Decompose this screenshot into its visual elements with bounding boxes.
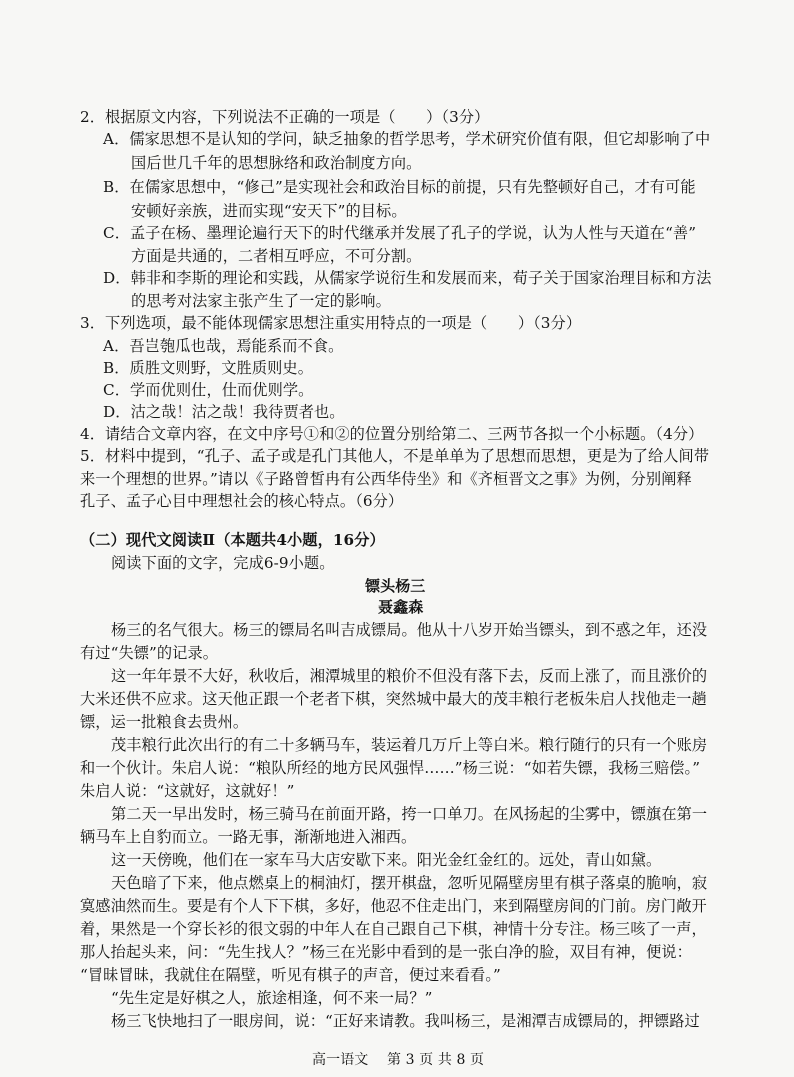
story-paragraph-6-line5: “冒昧冒昧，我就住在隔壁，听见有棋子的声音，便过来看看。” bbox=[80, 966, 501, 984]
story-paragraph-6-line1: 天色暗了下来，他点燃桌上的桐油灯，摆开棋盘，忽听见隔壁房里有棋子落桌的脆响，寂 bbox=[111, 874, 708, 892]
story-paragraph-7: “先生定是好棋之人，旅途相逢，何不来一局？” bbox=[111, 989, 433, 1007]
story-paragraph-2-line1: 这一年年景不大好，秋收后，湘潭城里的粮价不但没有落下去，反而上涨了，而且涨价的 bbox=[111, 667, 708, 685]
story-paragraph-2-line3: 镖，运一批粮食去贵州。 bbox=[80, 713, 249, 731]
story-author: 聂鑫森 bbox=[378, 598, 424, 616]
story-paragraph-6-line3: 着，果然是一个穿长衫的很文弱的中年人在自己跟自己下棋，神情十分专注。杨三咳了一声， bbox=[80, 920, 707, 938]
question-5-line3: 孔子、孟子心目中理想社会的核心特点。（6分） bbox=[80, 492, 404, 510]
story-paragraph-3-line3: 朱启人说：“这就好，这就好！” bbox=[80, 782, 295, 800]
story-paragraph-2-line2: 大米还供不应求。这天他正跟一个老者下棋，突然城中最大的茂丰粮行老板朱启人找他走一趟 bbox=[80, 690, 707, 708]
section-2-header: （二）现代文阅读Ⅱ（本题共4小题，16分） bbox=[80, 531, 385, 549]
story-paragraph-5: 这一天傍晚，他们在一家车马大店安歇下来。阳光金红金红的。远处，青山如黛。 bbox=[111, 851, 662, 869]
q2-option-d-line1: D．韩非和李斯的理论和实践，从儒家学说衍生和发展而来，荀子关于国家治理目标和方法 bbox=[103, 269, 712, 287]
question-4: 4．请结合文章内容，在文中序号①和②的位置分别给第二、三两节各拟一个小标题。（4分） bbox=[80, 425, 704, 443]
section-2-instruction: 阅读下面的文字，完成6-9小题。 bbox=[111, 554, 335, 572]
question-3-stem: 3．下列选项，最不能体现儒家思想注重实用特点的一项是（ ）（3分） bbox=[80, 314, 582, 332]
q2-option-a-line2: 国后世几千年的思想脉络和政治制度方向。 bbox=[131, 154, 422, 172]
q2-option-b-line1: B．在儒家思想中，“修己”是实现社会和政治目标的前提，只有先整顿好自己，才有可能 bbox=[103, 178, 696, 196]
question-5-line1: 5．材料中提到，“孔子、孟子或是孔门其他人，不是单单为了思想而思想，更是为了给人间带 bbox=[80, 447, 710, 465]
question-2-stem: 2．根据原文内容，下列说法不正确的一项是（ ）（3分） bbox=[80, 108, 490, 126]
story-paragraph-1-line1: 杨三的名气很大。杨三的镖局名叫吉成镖局。他从十八岁开始当镖头，到不惑之年，还没 bbox=[111, 621, 708, 639]
story-paragraph-1-line2: 有过“失镖”的记录。 bbox=[80, 644, 219, 662]
q3-option-d: D．沽之哉！沽之哉！我待贾者也。 bbox=[103, 403, 345, 421]
story-paragraph-3-line1: 茂丰粮行此次出行的有二十多辆马车，装运着几万斤上等白米。粮行随行的只有一个账房 bbox=[111, 736, 708, 754]
story-paragraph-6-line2: 寞感油然而生。要是有个人下下棋，多好，他忍不住走出门，来到隔壁房间的门前。房门敞开 bbox=[80, 897, 707, 915]
q3-option-a: A．吾岂匏瓜也哉，焉能系而不食。 bbox=[103, 337, 344, 355]
story-paragraph-4-line2: 辆马车上自豹而立。一路无事，渐渐地进入湘西。 bbox=[80, 828, 417, 846]
footer-page-number: 第 3 页 共 8 页 bbox=[386, 1052, 485, 1068]
q3-option-b: B．质胜文则野，文胜质则史。 bbox=[103, 359, 313, 377]
q2-option-c-line1: C．孟子在杨、墨理论遍行天下的时代继承并发展了孔子的学说，认为人性与天道在“善” bbox=[103, 224, 697, 242]
story-paragraph-4-line1: 第二天一早出发时，杨三骑马在前面开路，挎一口单刀。在风扬起的尘雾中，镖旗在第一 bbox=[111, 805, 708, 823]
q2-option-d-line2: 的思考对法家主张产生了一定的影响。 bbox=[131, 292, 391, 310]
story-paragraph-6-line4: 那人抬起头来，问：“先生找人？”杨三在光影中看到的是一张白净的脸，双目有神，便说： bbox=[80, 943, 692, 961]
story-title: 镖头杨三 bbox=[365, 577, 426, 595]
q2-option-b-line2: 安顿好亲族，进而实现“安天下”的目标。 bbox=[131, 202, 407, 220]
story-paragraph-3-line2: 和一个伙计。朱启人说：“粮队所经的地方民风强悍……”杨三说：“如若失镖，我杨三赔偿。” bbox=[80, 759, 701, 777]
q2-option-a-line1: A．儒家思想不是认知的学问，缺乏抽象的哲学思考，学术研究价值有限，但它却影响了中 bbox=[103, 130, 711, 148]
q3-option-c: C．学而优则仕，仕而优则学。 bbox=[103, 381, 314, 399]
footer-course: 高一语文 bbox=[312, 1052, 369, 1068]
q2-option-c-line2: 方面是共通的，二者相互呼应，不可分割。 bbox=[131, 247, 422, 265]
question-5-line2: 来一个理想的世界。”请以《子路曾皙冉有公西华侍坐》和《齐桓晋文之事》为例，分别阐释 bbox=[80, 470, 692, 488]
story-paragraph-8: 杨三飞快地扫了一眼房间，说：“正好来请教。我叫杨三，是湘潭吉成镖局的，押镖路过 bbox=[111, 1012, 700, 1030]
page-footer bbox=[312, 1050, 484, 1070]
